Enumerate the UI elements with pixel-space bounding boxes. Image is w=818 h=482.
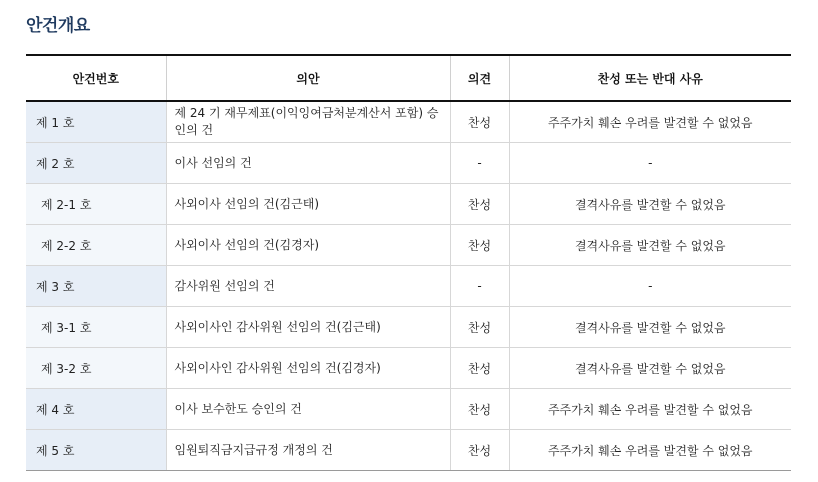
reason-cell: 결격사유를 발견할 수 없었음 [509,225,791,266]
agenda-number-cell: 제 5 호 [26,430,166,471]
agenda-number-cell: 제 4 호 [26,389,166,430]
opinion-cell: 찬성 [450,225,509,266]
agenda-number-cell: 제 2 호 [26,143,166,184]
agenda-cell: 사외이사인 감사위원 선임의 건(김경자) [166,348,450,389]
agenda-number-cell: 제 2-1 호 [26,184,166,225]
table-row [26,266,791,307]
reason-cell: 결격사유를 발견할 수 없었음 [509,184,791,225]
reason-cell: - [509,266,791,307]
reason-cell: 주주가치 훼손 우려를 발견할 수 없었음 [509,101,791,143]
agenda-cell: 사외이사 선임의 건(김근태) [166,184,450,225]
header-opinion: 의견 [450,55,509,101]
opinion-cell: - [450,143,509,184]
table-row [26,184,791,225]
opinion-cell: 찬성 [450,430,509,471]
agenda-number-cell: 제 3-2 호 [26,348,166,389]
table-header-row [26,55,791,101]
reason-cell: 결격사유를 발견할 수 없었음 [509,348,791,389]
table-row [26,225,791,266]
agenda-cell: 임원퇴직금지급규정 개정의 건 [166,430,450,471]
opinion-cell: - [450,266,509,307]
agenda-cell: 제 24 기 재무제표(이익잉여금처분계산서 포함) 승인의 건 [166,101,450,143]
header-reason: 찬성 또는 반대 사유 [509,55,791,101]
reason-cell: 주주가치 훼손 우려를 발견할 수 없었음 [509,389,791,430]
opinion-cell: 찬성 [450,184,509,225]
agenda-cell: 이사 선임의 건 [166,143,450,184]
opinion-cell: 찬성 [450,389,509,430]
agenda-table [26,54,791,471]
table-row [26,430,791,471]
reason-cell: 결격사유를 발견할 수 없었음 [509,307,791,348]
opinion-cell: 찬성 [450,101,509,143]
header-agenda: 의안 [166,55,450,101]
agenda-cell: 사외이사인 감사위원 선임의 건(김근태) [166,307,450,348]
agenda-number-cell: 제 2-2 호 [26,225,166,266]
table-row [26,101,791,143]
agenda-cell: 이사 보수한도 승인의 건 [166,389,450,430]
reason-cell: - [509,143,791,184]
table-row [26,348,791,389]
table-row [26,307,791,348]
agenda-cell: 사외이사 선임의 건(김경자) [166,225,450,266]
agenda-number-cell: 제 3 호 [26,266,166,307]
opinion-cell: 찬성 [450,307,509,348]
reason-cell: 주주가치 훼손 우려를 발견할 수 없었음 [509,430,791,471]
table-row [26,143,791,184]
opinion-cell: 찬성 [450,348,509,389]
agenda-cell: 감사위원 선임의 건 [166,266,450,307]
header-agenda-number: 안건번호 [26,55,166,101]
agenda-number-cell: 제 1 호 [26,101,166,143]
table-row [26,389,791,430]
section-title: 안건개요 [26,16,90,36]
agenda-number-cell: 제 3-1 호 [26,307,166,348]
